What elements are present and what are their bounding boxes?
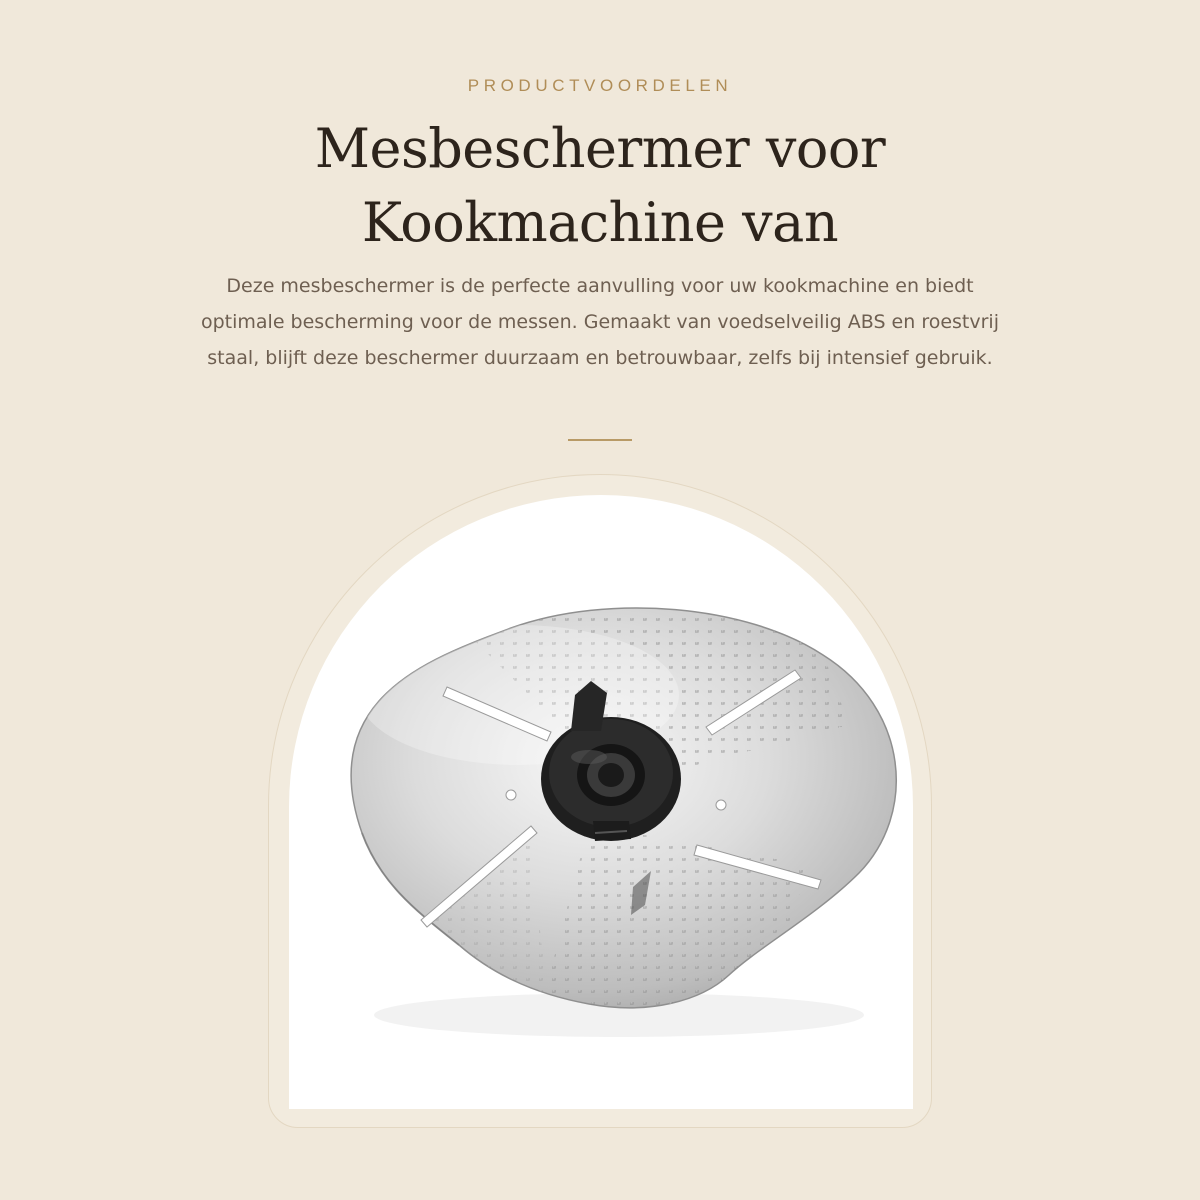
blade-cover-illustration xyxy=(289,495,913,1109)
product-image xyxy=(289,495,913,1109)
section-title-line-1: Mesbeschermer voor xyxy=(314,117,886,180)
product-image-frame xyxy=(268,474,932,1128)
section-eyebrow: PRODUCTVOORDELEN xyxy=(467,76,733,95)
section-title-line-2: Kookmachine van xyxy=(361,191,839,254)
section-title xyxy=(100,112,1100,260)
section-divider xyxy=(568,439,632,441)
section-description: Deze mesbeschermer is de perfecte aanvulling voor uw kookmachine en biedt optimale bescherming voor de messen. Gemaakt van voedselveilig ABS en roestvrij staal, blijft deze beschermer duurzaam en betrouwbaar, zelfs bij intensief gebruik. xyxy=(200,275,999,369)
